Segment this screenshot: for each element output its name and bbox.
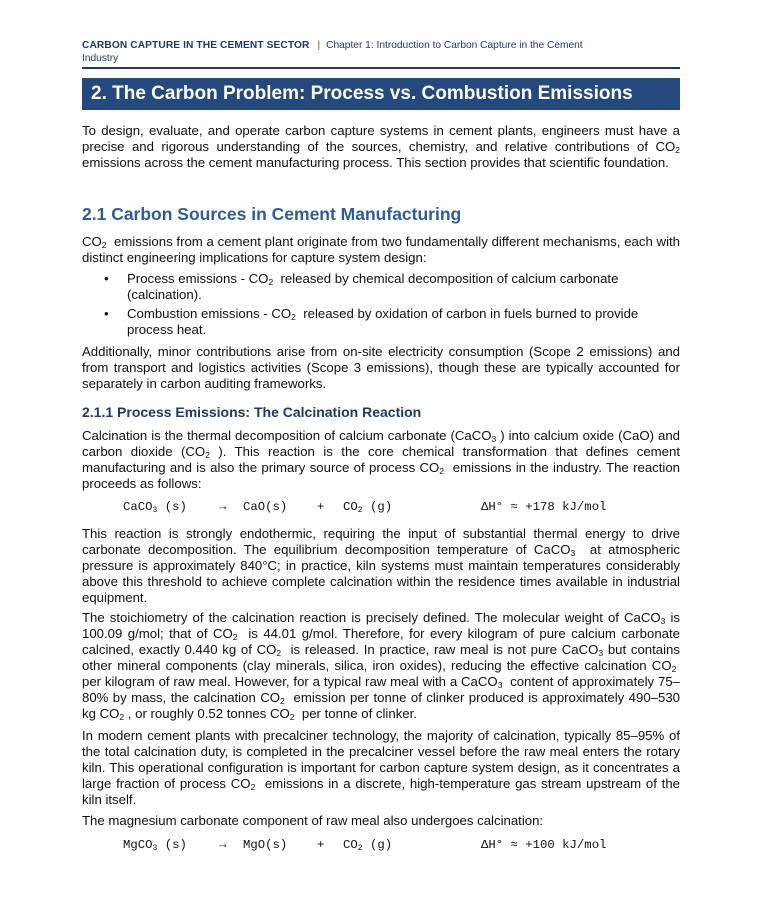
subsection-heading: 2.1 Carbon Sources in Cement Manufacturing: [82, 204, 462, 224]
magnesium-paragraph: The magnesium carbonate component of raw meal also undergoes calcination:: [82, 813, 544, 828]
subsubsection-heading: 2.1.1 Process Emissions: The Calcination Reaction: [82, 404, 422, 420]
stoichiometry-paragraph: The stoichiometry of the calcination reaction is precisely defined. The molecular weight of CaCO$_3$ is 100.09 g/mol; that of $CO_2$ is 44.01 g/mol. Therefore, for every kilogram of pure calcium carbonate calcined, exactly 0.440 kg of $CO_2$ is released. In practice, raw meal is not pure CaCO$_3$ but contains other mineral components (clay minerals, silica, iron oxides), reducing the effective calcination $CO_2$ per kilogram of raw meal. However, for a typical raw meal with a CaCO$_3$ content of approximately 75–80% by mass, the calcination $CO_2$ emission per tonne of clinker produced is approximately 490–530 kg $CO_2$ , or roughly 0.52 tonnes $CO_2$ per tonne of clinker.: [82, 610, 680, 722]
magnesium-carbonate-equation: [123, 837, 683, 853]
equation-reactant: MgCO$_3$ (s): [123, 838, 187, 853]
header-separator: |: [317, 40, 321, 51]
intro-paragraph: To design, evaluate, and operate carbon capture systems in cement plants, engineers must have a precise and rigorous understanding of the sources, chemistry, and relative contributions of $CO_2$ emissions across the cement manufacturing process. This section provides that scientific foundation.: [82, 123, 680, 170]
calcination-paragraph: Calcination is the thermal decomposition of calcium carbonate (CaCO$_3$ ) into calcium oxide (CaO) and carbon dioxide ($CO_2$ ). This reaction is the core chemical transformation that defines cement manufacturing and is also the primary source of process $CO_2$ emissions in the industry. The reaction proceeds as follows:: [82, 428, 681, 491]
reaction-enthalpy: ΔH° ≈ +100 kJ/mol: [481, 838, 607, 852]
running-header: [82, 39, 680, 65]
chapter-title-continued: Industry: [82, 53, 119, 64]
equation-reactant: CaCO$_3$ (s): [123, 500, 187, 515]
section-title: 2. The Carbon Problem: Process vs. Combustion Emissions: [82, 78, 680, 110]
equation-plus: +: [317, 838, 325, 852]
endothermic-paragraph: This reaction is strongly endothermic, requiring the input of substantial thermal energy to drive carbonate decomposition. The equilibrium decomposition temperature of CaCO$_3$ at atmospheric pressure is approximately 840°C; in practice, kiln systems must maintain temperatures considerably above this threshold to achieve complete calcination within the residence times available in industrial equipment.: [82, 526, 680, 605]
reaction-enthalpy: ΔH° ≈ +178 kJ/mol: [481, 500, 607, 514]
equation-plus: +: [317, 500, 325, 514]
sources-paragraph: $CO_2$ emissions from a cement plant originate from two fundamentally different mechanisms, each with distinct engineering implications for capture system design:: [82, 234, 680, 265]
equation-product: CaO(s): [243, 500, 288, 514]
equation-product: MgO(s): [243, 838, 288, 852]
emission-sources-list: [82, 271, 680, 341]
precalciner-paragraph: In modern cement plants with precalciner technology, the majority of calcination, typically 85–95% of the total calcination duty, is completed in the precalciner vessel before the raw meal enters the rotary kiln. This operational configuration is important for carbon capture system design, as it concentrates a large fraction of process $CO_2$ emissions in a discrete, high-temperature gas stream upstream of the kiln itself.: [82, 728, 680, 807]
scope-paragraph: Additionally, minor contributions arise from on-site electricity consumption (Scope 2 emissions) and from transport and logistics activities (Scope 3 emissions), though these are typically accounted for separately in carbon auditing frameworks.: [82, 344, 680, 391]
list-item: • Process emissions - $CO_2$ released by chemical decomposition of calcium carbonate (calcination).: [82, 271, 680, 303]
chapter-title: Chapter 1: Introduction to Carbon Capture in the Cement: [326, 40, 583, 51]
header-rule: [82, 67, 680, 69]
reaction-arrow: →: [219, 838, 227, 852]
list-item: • Combustion emissions - $CO_2$ released by oxidation of carbon in fuels burned to provide process heat.: [82, 306, 680, 338]
reaction-arrow: →: [219, 500, 227, 514]
equation-gas-product: $CO_2$ (g): [343, 500, 393, 515]
book-title: CARBON CAPTURE IN THE CEMENT SECTOR: [82, 40, 310, 51]
equation-gas-product: $CO_2$ (g): [343, 838, 393, 853]
calcium-carbonate-equation: [123, 499, 683, 515]
